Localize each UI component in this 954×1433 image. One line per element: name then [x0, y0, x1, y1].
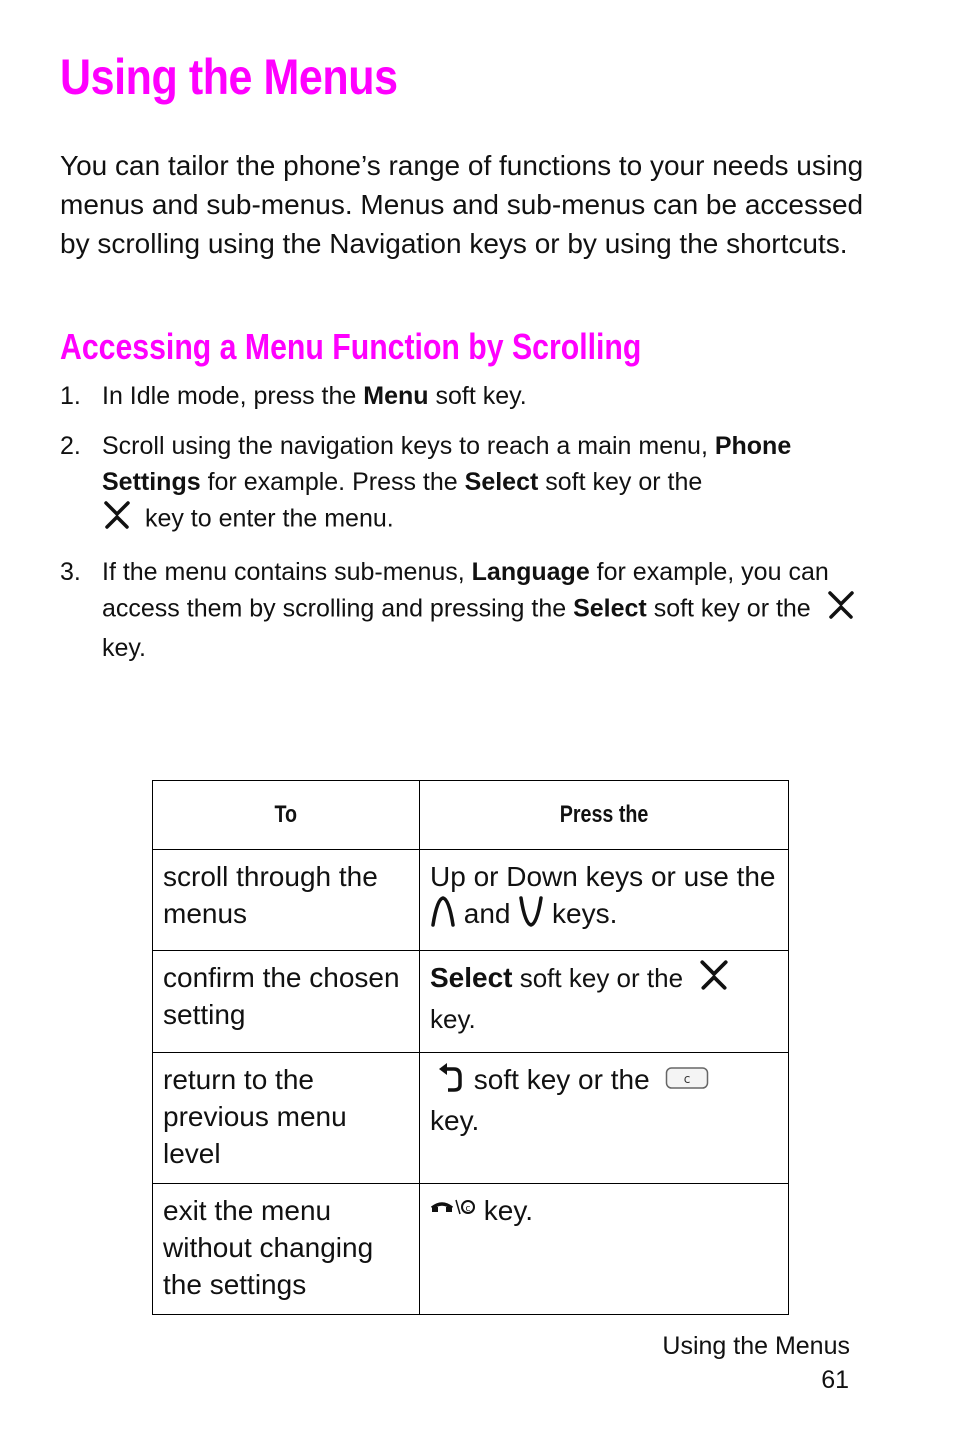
step-text: key to enter the menu. — [138, 504, 394, 533]
table-cell-keys: c key. — [420, 1184, 789, 1315]
up-key-icon — [430, 895, 456, 936]
step-text: for example. Press the — [200, 468, 465, 496]
step-2 — [60, 428, 890, 540]
back-arrow-icon — [436, 1061, 466, 1102]
table-cell-keys: Select soft key or the key. — [420, 951, 789, 1053]
svg-text:c: c — [684, 1072, 691, 1087]
page-title: Using the Menus — [60, 49, 398, 105]
steps-list — [60, 378, 890, 680]
step-text: soft key. — [428, 382, 527, 410]
step-text: In Idle mode, press the — [102, 382, 364, 410]
step-text: soft key or the — [538, 468, 703, 496]
step-bold: Select — [464, 468, 539, 496]
svg-text:c: c — [465, 1204, 471, 1215]
clear-key-icon — [665, 1063, 709, 1100]
table-header-row — [153, 781, 789, 850]
table-row — [153, 1053, 789, 1184]
footer-section-title: Using the Menus — [662, 1332, 850, 1360]
step-bold: Language — [471, 558, 590, 586]
column-header-to: To — [153, 781, 420, 850]
confirm-key-icon — [102, 500, 132, 540]
intro-paragraph: You can tailor the phone’s range of functions to your needs using menus and sub-menus. Menus and sub-menus can be accessed by scrolling using the Navigation keys or by using the shortcuts. — [60, 150, 864, 259]
step-number: 3. — [60, 558, 81, 586]
confirm-key-icon — [826, 590, 856, 630]
table-cell-action: scroll through the menus — [153, 850, 420, 951]
key-guide-table — [152, 780, 789, 1315]
step-text: Scroll using the navigation keys to reach a main menu, — [102, 432, 715, 460]
step-text: for example, you can access them by scrolling and pressing the — [102, 558, 829, 623]
table-row — [153, 1184, 789, 1315]
table-cell-action: return to the previous menu level — [153, 1053, 420, 1184]
step-number: 1. — [60, 382, 81, 410]
table-row — [153, 951, 789, 1053]
down-key-icon — [518, 895, 544, 936]
table-cell-keys: Up or Down keys or use the and keys. — [420, 850, 789, 951]
step-text: If the menu contains sub-menus, — [102, 558, 472, 586]
table-cell-keys: soft key or the c key. — [420, 1053, 789, 1184]
column-header-press: Press the — [420, 781, 789, 850]
step-1 — [60, 378, 890, 414]
table-row — [153, 850, 789, 951]
table-cell-action: exit the menu without changing the settings — [153, 1184, 420, 1315]
step-bold: Menu — [363, 382, 429, 410]
step-bold: Phone Settings — [102, 432, 792, 496]
step-text: key. — [102, 634, 146, 662]
confirm-key-icon — [698, 959, 730, 1000]
step-number: 2. — [60, 432, 81, 460]
step-bold: Select — [573, 594, 647, 623]
page-number: 61 — [821, 1366, 849, 1394]
step-3 — [60, 554, 890, 666]
end-call-icon — [430, 1194, 476, 1231]
step-text: soft key or the — [646, 594, 818, 623]
table-cell-action: confirm the chosen setting — [153, 951, 420, 1053]
section-heading: Accessing a Menu Function by Scrolling — [60, 326, 642, 367]
